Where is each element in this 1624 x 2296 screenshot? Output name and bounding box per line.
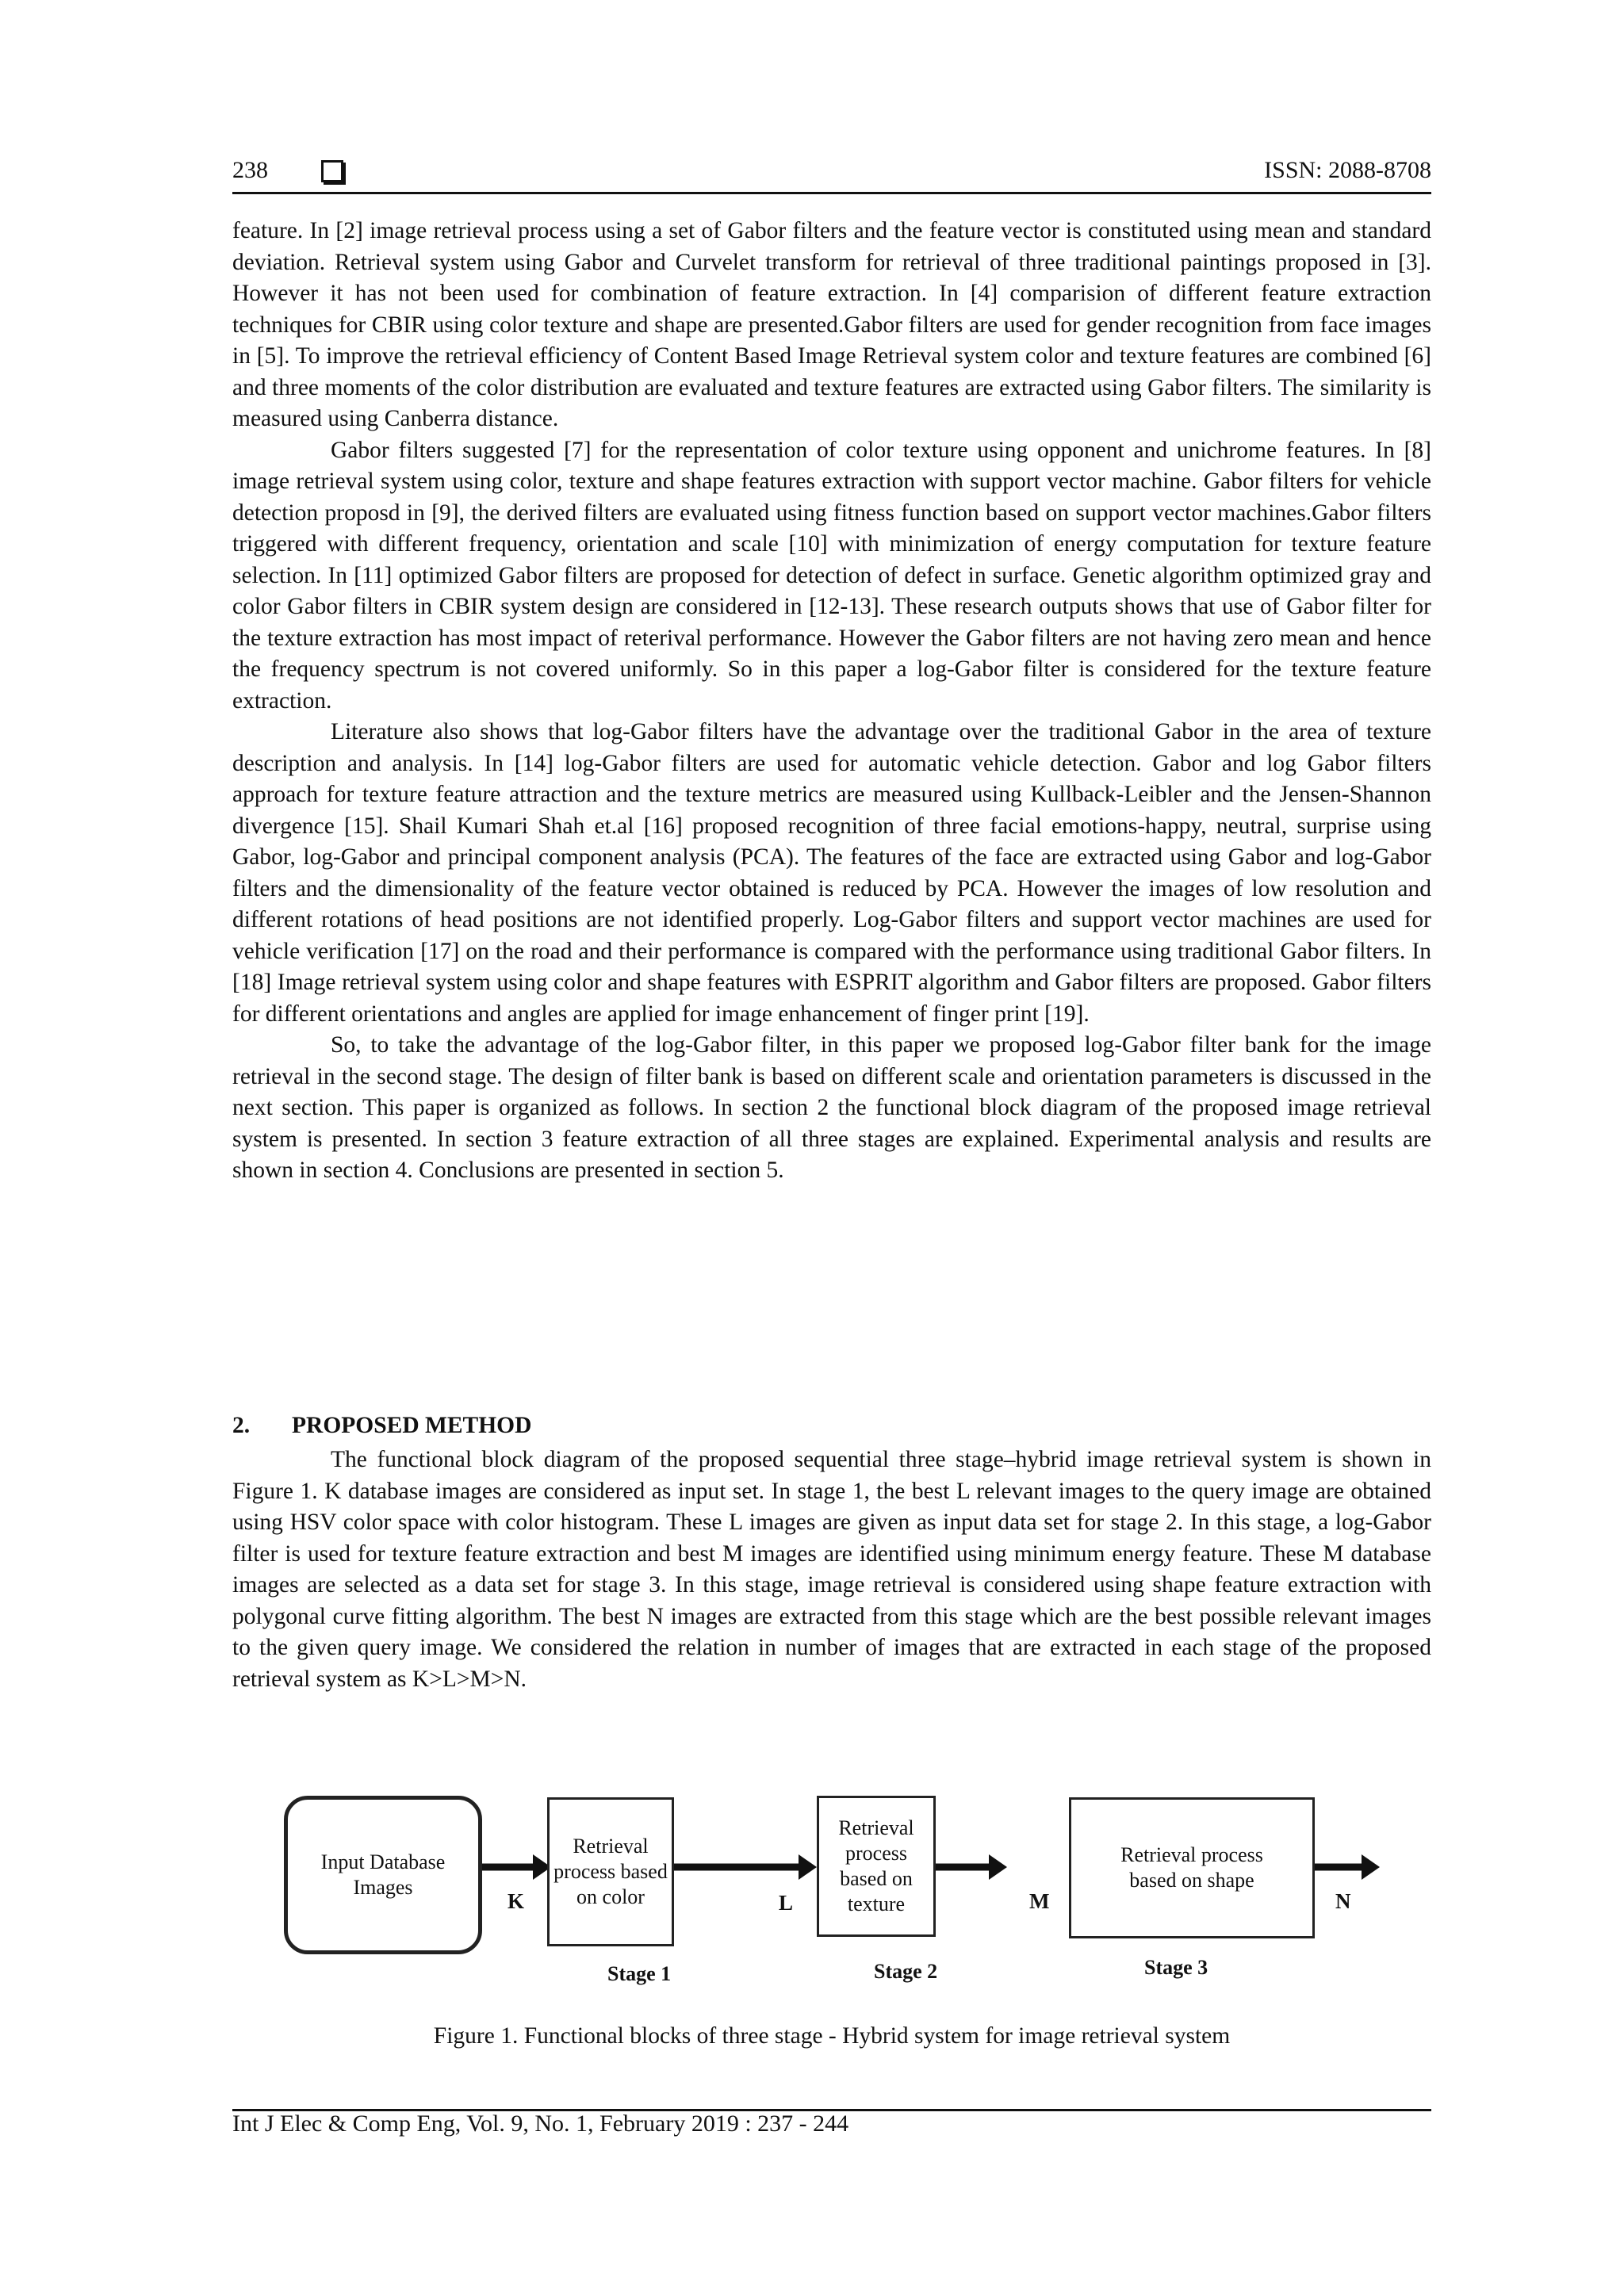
paragraph-4: So, to take the advantage of the log-Gabor filter, in this paper we proposed log-Gabor filter bank for the image retrieval in the second stage. The design of filter bank is based on different scale and orientation parameters is discussed in the next section. This paper is organized as follows. In section 2 the functional block diagram of the proposed image retrieval system is presented. In section 3 feature extraction of all three stages are explained. Experimental analysis and results are shown in section 4. Conclusions are presented in section 5. [232,1032,1431,1183]
stage3-box-label: Retrieval process based on shape [1120,1843,1263,1892]
stage2-label: Stage 2 [874,1960,938,1983]
label-n: N [1335,1889,1351,1913]
label-m: M [1029,1889,1050,1913]
input-database-label: Input Database Images [320,1850,446,1899]
checkbox-square-icon [321,160,343,182]
arrow-k [480,1854,551,1880]
section-number: 2. [232,1413,251,1438]
footer-citation: Int J Elec & Comp Eng, Vol. 9, No. 1, February 2019 : 237 - 244 [232,2110,849,2137]
figure-caption: Figure 1. Functional blocks of three stage - Hybrid system for image retrieval system [433,2023,1231,2049]
paragraph-1: feature. In [2] image retrieval process using a set of Gabor filters and the feature vector is constituted using mean and standard deviation. Retrieval system using Gabor and Curvelet transform for retrieval of three traditional paintings proposed in [3]. However it has not been used for combination of feature extraction. In [4] comparision of different feature extraction techniques for CBIR using color texture and shape are presented.Gabor filters are used for gender recognition from face images in [5]. To improve the retrieval efficiency of Content Based Image Retrieval system color and texture features are combined [6] and three moments of the color distribution are evaluated and texture features are extracted using Gabor filters. The similarity is measured using Canberra distance. [232,218,1431,431]
page-number: 238 [232,157,268,183]
section-heading [232,1413,531,1439]
header-rule [232,192,1431,194]
section-body [232,1445,1431,1695]
stage2-box [817,1796,936,1937]
label-k: K [508,1889,525,1913]
label-l: L [779,1891,794,1915]
stage3-box [1069,1797,1315,1938]
stage3-label: Stage 3 [1144,1956,1208,1979]
figure-1-block-diagram [278,1788,1388,2002]
paragraph-3: Literature also shows that log-Gabor filters have the advantage over the traditional Gabor in the area of texture description and analysis. In [14] log-Gabor filters are used for automatic vehicle detection. Gabor and log Gabor filters approach for texture feature attraction and the texture metrics are measured using Kullback-Leibler and the Jensen-Shannon divergence [15]. Shail Kumari Shah et.al [16] proposed recognition of three facial emotions-happy, neutral, surprise using Gabor, log-Gabor and principal component analysis (PCA). The features of the face are extracted using Gabor and log-Gabor filters and the dimensionality of the feature vector obtained is reduced by PCA. However the images of low resolution and different rotations of head positions are not identified properly. Log-Gabor filters and support vector machines are used for vehicle verification [17] on the road and their performance is compared with the performance using traditional Gabor filters. In [18] Image retrieval system using color and shape features with ESPRIT algorithm and Gabor filters are proposed. Gabor filters for different orientations and angles are applied for image enhancement of finger print [19]. [232,719,1431,1027]
stage1-box [547,1797,674,1946]
arrow-l [671,1854,817,1880]
issn-label: ISSN: 2088-8708 [1264,157,1431,183]
stage1-box-label: Retrieval process based on color [553,1835,668,1908]
stage2-box-label: Retrieval process based on texture [838,1816,914,1915]
body-text [232,216,1431,1187]
paragraph-2: Gabor filters suggested [7] for the representation of color texture using opponent and unichrome features. In [8] image retrieval system using color, texture and shape features extraction with support vector machine. Gabor filters for vehicle detection proposd in [9], the derived filters are evaluated using fitness function based on support vector machines.Gabor filters triggered with different frequency, orientation and scale [10] with minimization of energy computation for texture feature selection. In [11] optimized Gabor filters are proposed for detection of defect in surface. Genetic algorithm optimized gray and color Gabor filters in CBIR system design are considered in [12-13]. These research outputs shows that use of Gabor filter for the texture extraction has most impact of reterival performance. However the Gabor filters are not having zero mean and hence the frequency spectrum is not covered uniformly. So in this paper a log-Gabor filter is considered for the texture feature extraction. [232,437,1431,714]
arrow-n [1312,1854,1380,1880]
section-paragraph: The functional block diagram of the proposed sequential three stage–hybrid image retrieval system is shown in Figure 1. K database images are considered as input set. In stage 1, the best L relevant images to the query image are obtained using HSV color space with color histogram. These L images are given as input data set for stage 2. In this stage, a log-Gabor filter is used for texture feature extraction and best M images are identified using minimum energy feature. These M database images are selected as a data set for stage 3. In this stage, image retrieval is considered using shape feature extraction with polygonal curve fitting algorithm. The best N images are extracted from this stage which are the best possible relevant images to the given query image. We considered the relation in number of images that are extracted in each stage of the proposed retrieval system as K>L>M>N. [232,1447,1431,1692]
page-header [232,151,1431,190]
section-title: PROPOSED METHOD [292,1413,532,1438]
stage1-label: Stage 1 [607,1962,672,1985]
arrow-m [934,1854,1007,1880]
input-database-box [284,1796,482,1954]
